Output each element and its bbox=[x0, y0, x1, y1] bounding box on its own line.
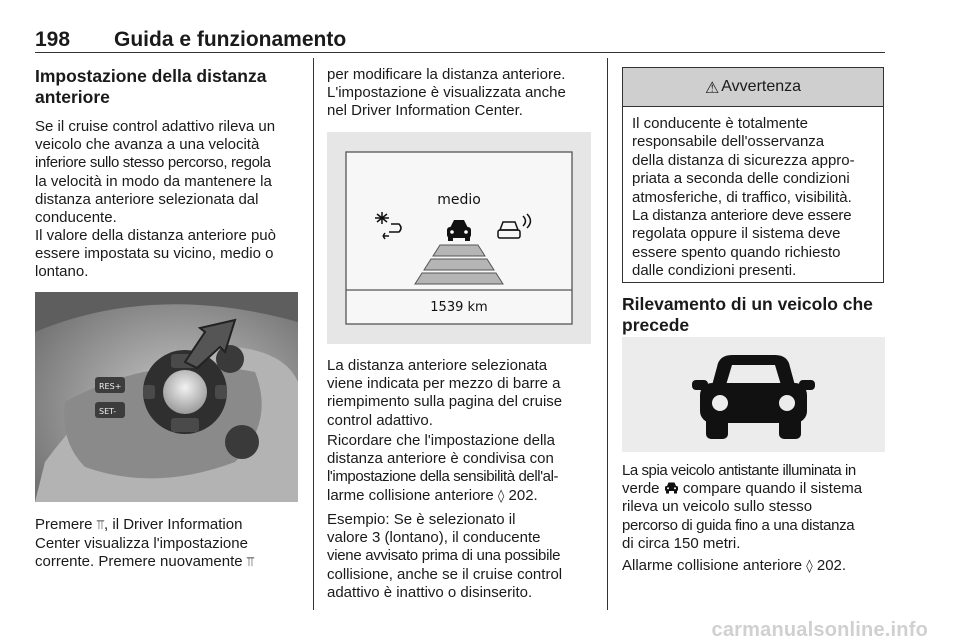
text-line: Center visualizza l'impostazione bbox=[35, 535, 248, 553]
heading-line: Rilevamento di un veicolo che bbox=[622, 294, 873, 314]
text-line: Il conducente è totalmente bbox=[632, 115, 808, 132]
text-span: larme collisione anteriore bbox=[327, 486, 498, 504]
warning-box bbox=[622, 67, 884, 283]
paragraph-bars bbox=[327, 357, 591, 430]
dic-illustration bbox=[327, 132, 591, 344]
page-reference-icon: ◊ bbox=[806, 559, 813, 574]
text-line: Esempio: Se è selezionato il bbox=[327, 511, 516, 528]
paragraph-press bbox=[35, 516, 299, 573]
watermark: carmanualsonline.info bbox=[711, 619, 928, 641]
text-line: La distanza anteriore deve essere bbox=[632, 207, 852, 225]
text-line: distanza anteriore selezionata dal bbox=[35, 190, 259, 208]
vehicle-ahead-indicator-illustration bbox=[622, 337, 885, 452]
heading-line: anteriore bbox=[35, 87, 110, 107]
warning-header bbox=[623, 68, 883, 107]
page-reference-icon: ◊ bbox=[497, 488, 505, 504]
text-line: Ricordare che l'impostazione della bbox=[327, 432, 555, 449]
text-line: collisione, anche se il cruise control bbox=[327, 565, 563, 583]
paragraph-values bbox=[35, 227, 299, 282]
text-line: lontano. bbox=[35, 263, 89, 281]
paragraph-shared-setting bbox=[327, 432, 591, 506]
text-line: Se il cruise control adattivo rileva un bbox=[35, 118, 276, 135]
text-line bbox=[35, 516, 299, 535]
text-line: La spia veicolo antistante illuminata in bbox=[622, 462, 856, 479]
text-span: Premere bbox=[35, 516, 97, 533]
paragraph-collision-alert-ref bbox=[622, 557, 886, 576]
text-span: compare quando il sistema bbox=[678, 480, 863, 498]
vehicle-ahead-inline-icon bbox=[664, 481, 679, 493]
text-line: per modificare la distanza anteriore. bbox=[327, 66, 566, 83]
text-line: responsabile dell'osservanza bbox=[632, 133, 825, 151]
text-line: rileva un veicolo sullo stesso bbox=[622, 498, 813, 516]
warning-triangle-icon: ⚠ bbox=[704, 77, 720, 97]
page-number: 198 bbox=[35, 28, 71, 51]
heading-line: precede bbox=[622, 315, 690, 335]
text-line bbox=[622, 480, 886, 498]
text-span: 202. bbox=[504, 486, 538, 504]
steering-wheel-illustration bbox=[35, 292, 298, 502]
text-line: nel Driver Information Center. bbox=[327, 102, 523, 120]
section-heading-detection bbox=[622, 294, 886, 336]
text-line: veicolo che avanza a una velocità bbox=[35, 136, 260, 154]
text-span: verde bbox=[622, 480, 664, 498]
text-line: l'impostazione della sensibilità dell'al- bbox=[327, 468, 559, 486]
column-divider-1 bbox=[313, 58, 314, 610]
text-span: 202. bbox=[812, 557, 847, 574]
text-line: percorso di guida fino a una distanza bbox=[622, 516, 855, 534]
steering-wheel-photo bbox=[35, 292, 298, 502]
text-line: Il valore della distanza anteriore può bbox=[35, 227, 276, 244]
text-line bbox=[35, 553, 299, 572]
text-line: conducente. bbox=[35, 209, 117, 227]
text-line: viene indicata per mezzo di barre a bbox=[327, 375, 561, 393]
header-rule bbox=[35, 52, 885, 53]
section-heading-distance bbox=[35, 66, 299, 108]
text-line: di circa 150 metri. bbox=[622, 534, 741, 552]
text-line: valore 3 (lontano), il conducente bbox=[327, 529, 541, 547]
text-line: priata a seconda delle condizioni bbox=[632, 170, 850, 188]
text-line: La distanza anteriore selezionata bbox=[327, 357, 548, 374]
text-line: L'impostazione è visualizzata anche bbox=[327, 84, 566, 102]
page-header-title: Guida e funzionamento bbox=[114, 28, 347, 51]
res-button-label: RES+ bbox=[99, 382, 122, 391]
text-line: essere spento quando richiesto bbox=[632, 243, 841, 261]
paragraph-example bbox=[327, 511, 591, 602]
text-span: , il Driver Information bbox=[104, 516, 243, 533]
text-line: adattivo è inattivo o disinserito. bbox=[327, 583, 533, 601]
text-line: viene avvisato prima di una possibile bbox=[327, 547, 561, 565]
text-line: essere impostata su vicino, medio o bbox=[35, 245, 274, 263]
driver-information-center-display bbox=[327, 132, 591, 344]
paragraph-indicator bbox=[622, 462, 886, 553]
paragraph-intro bbox=[35, 118, 299, 227]
odometer-readout: 1539 km bbox=[430, 300, 488, 315]
text-span: corrente. Premere nuovamente bbox=[35, 553, 247, 571]
warning-title: Avvertenza bbox=[721, 78, 802, 95]
text-line: inferiore sullo stesso percorso, regola bbox=[35, 154, 271, 172]
text-line: atmosferiche, di traffico, visibilità. bbox=[632, 188, 852, 206]
text-line bbox=[327, 487, 591, 506]
text-line: la velocità in modo da mantenere la bbox=[35, 172, 272, 190]
warning-body bbox=[623, 107, 883, 281]
heading-line: Impostazione della distanza bbox=[35, 66, 267, 86]
text-line: dalle condizioni presenti. bbox=[632, 262, 797, 280]
paragraph-modify bbox=[327, 66, 591, 121]
text-span: Allarme collisione anteriore bbox=[622, 557, 807, 574]
distance-button-icon: ⫪ bbox=[246, 555, 255, 571]
set-button-label: SET- bbox=[99, 407, 117, 416]
distance-setting-label: medio bbox=[437, 192, 481, 208]
text-line: della distanza di sicurezza appro- bbox=[632, 151, 855, 169]
column-divider-2 bbox=[607, 58, 608, 610]
distance-button-icon: ⫪ bbox=[96, 518, 105, 533]
text-line: riempimento sulla pagina del cruise bbox=[327, 393, 563, 411]
text-line: distanza anteriore è condivisa con bbox=[327, 450, 554, 468]
vehicle-ahead-icon bbox=[622, 337, 885, 452]
text-line: regolata oppure il sistema deve bbox=[632, 225, 841, 243]
text-line: control adattivo. bbox=[327, 411, 433, 429]
